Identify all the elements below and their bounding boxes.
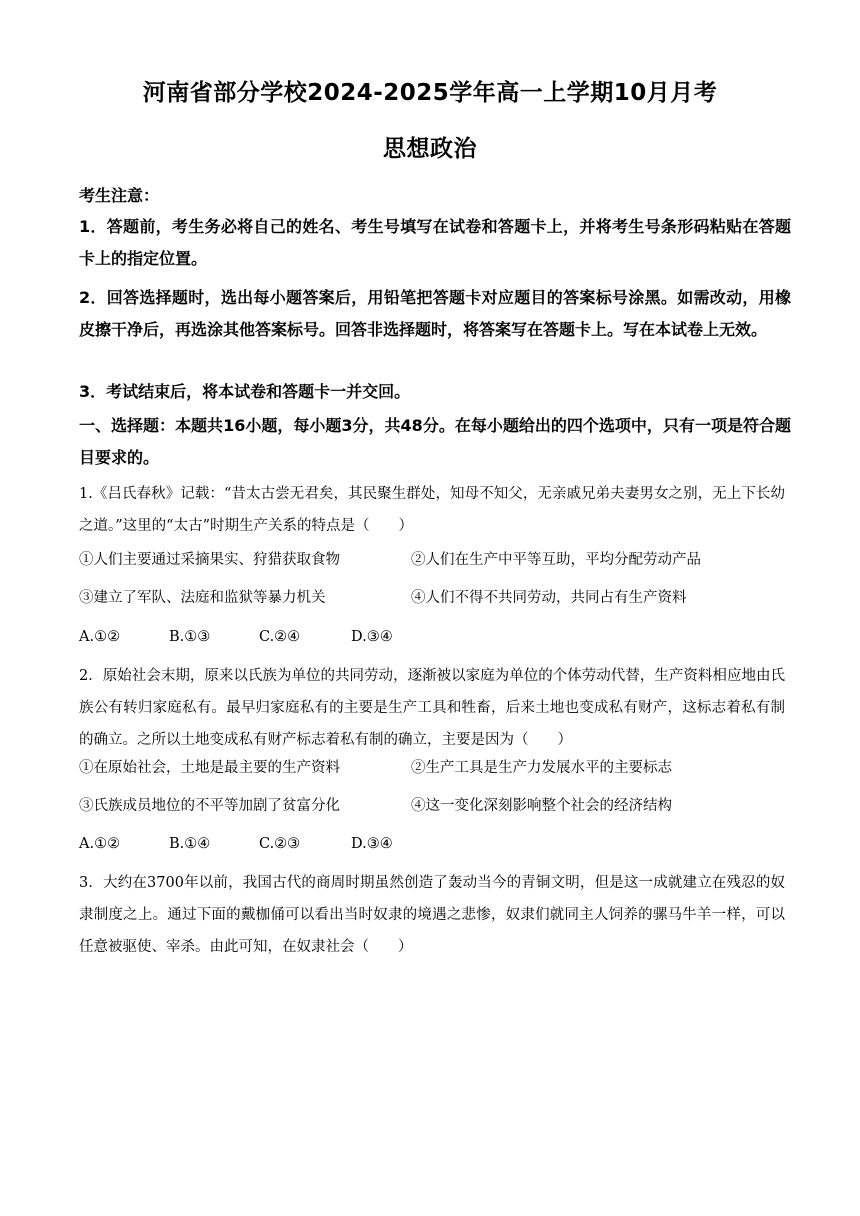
notice-item-2: 2．回答选择题时，选出每小题答案后，用铅笔把答题卡对应题目的答案标号涂黑。如需改动，用橡皮擦干净后，再选涂其他答案标号。回答非选择题时，将答案写在答题卡上。写在本试卷上无效。	[79, 288, 791, 339]
question-2-choice-c: C.②③	[259, 836, 301, 852]
question-2-statement-4: ④这一变化深刻影响整个社会的经济结构	[411, 798, 672, 814]
question-1-statement-2: ②人们在生产中平等互助，平均分配劳动产品	[411, 552, 701, 568]
question-1-stem: 1.《吕氏春秋》记载：“昔太古尝无君矣，其民聚生群处，知母不知父，无亲戚兄弟夫妻男女之别，无上下长幼之道。”这里的“太古”时期生产关系的特点是（ ）	[79, 486, 785, 534]
question-3-stem: 3．大约在3700年以前，我国古代的商周时期虽然创造了轰动当今的青铜文明，但是这一成就建立在残忍的奴隶制度之上。通过下面的戴枷俑可以看出当时奴隶的境遇之悲惨，奴隶们就同主人饲养的骡马牛羊一样，可以任意被驱使、宰杀。由此可知，在奴隶社会（ ）	[79, 875, 785, 955]
question-2-choice-b: B.①④	[169, 836, 211, 852]
exam-title: 河南省部分学校2024-2025学年高一上学期10月月考	[142, 80, 718, 106]
section-heading: 一、选择题：本题共16小题，每小题3分，共48分。在每小题给出的四个选项中，只有一项是符合题目要求的。	[79, 416, 791, 467]
question-1-statement-3: ③建立了军队、法庭和监狱等暴力机关	[79, 590, 326, 606]
question-2-stem: 2．原始社会末期，原来以氏族为单位的共同劳动，逐渐被以家庭为单位的个体劳动代替，生产资料相应地由氏族公有转归家庭私有。最早归家庭私有的主要是生产工具和牲畜，后来土地也变成私有财产，这标志着私有制的确立。之所以土地变成私有财产标志着私有制的确立，主要是因为（ ）	[79, 668, 785, 748]
notice-item-1: 1．答题前，考生务必将自己的姓名、考生号填写在试卷和答题卡上，并将考生号条形码粘贴在答题卡上的指定位置。	[79, 217, 791, 268]
question-1-choice-a: A.①②	[79, 629, 121, 645]
question-1-choice-d: D.③④	[351, 629, 393, 645]
question-2-statement-1: ①在原始社会，土地是最主要的生产资料	[79, 760, 340, 776]
question-2-choice-a: A.①②	[79, 836, 121, 852]
question-2-choice-d: D.③④	[351, 836, 393, 852]
question-1-choice-c: C.②④	[259, 629, 301, 645]
question-2-statement-3: ③氏族成员地位的不平等加剧了贫富分化	[79, 798, 340, 814]
subject-title: 思想政治	[383, 136, 477, 162]
question-2-statement-2: ②生产工具是生产力发展水平的主要标志	[411, 760, 672, 776]
notice-heading: 考生注意：	[79, 186, 160, 205]
question-1-statement-4: ④人们不得不共同劳动，共同占有生产资料	[411, 590, 687, 606]
question-1-choice-b: B.①③	[169, 629, 211, 645]
notice-item-3: 3．考试结束后，将本试卷和答题卡一并交回。	[79, 382, 411, 401]
question-1-statement-1: ①人们主要通过采摘果实、狩猎获取食物	[79, 552, 340, 568]
